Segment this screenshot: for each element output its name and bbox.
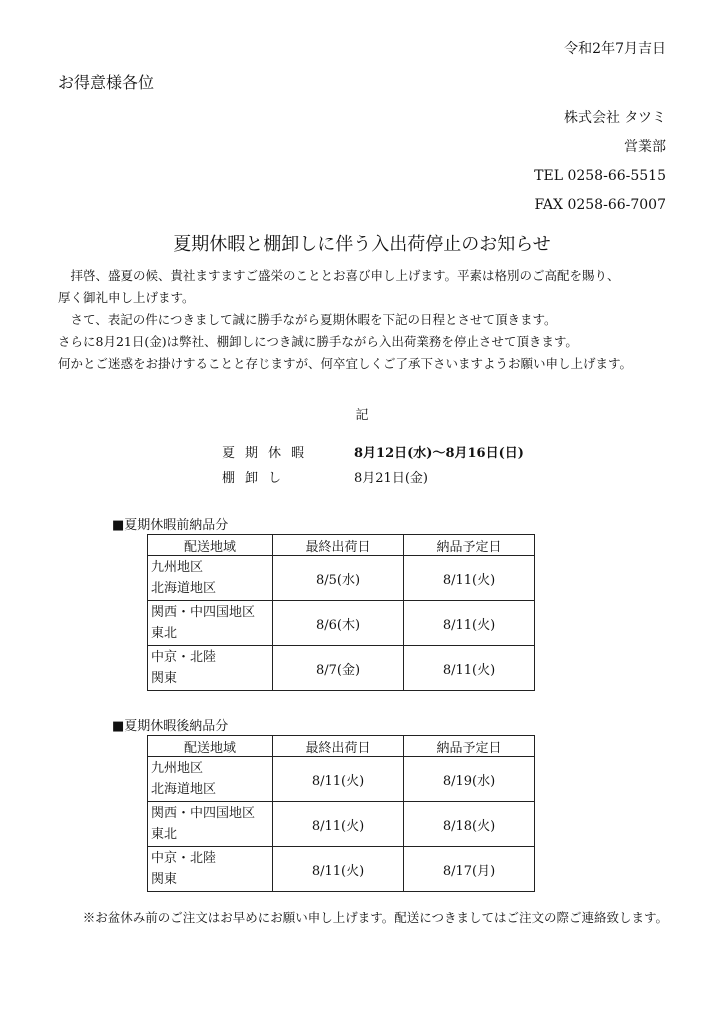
ship-date-cell: 8/5(水) bbox=[273, 556, 404, 601]
region-line: 九州地区 bbox=[151, 560, 204, 575]
schedule-label: 夏期休暇 bbox=[222, 446, 315, 461]
region-line: 関東 bbox=[151, 671, 178, 686]
header-region: 配送地域 bbox=[148, 736, 273, 757]
before-delivery-table bbox=[147, 534, 535, 691]
region-cell bbox=[148, 601, 273, 646]
region-cell bbox=[148, 802, 273, 847]
ship-date-cell: 8/7(金) bbox=[273, 646, 404, 691]
letter-date: 令和2年7月吉日 bbox=[564, 41, 666, 57]
ki-marker: 記 bbox=[355, 408, 369, 423]
notice-title: 夏期休暇と棚卸しに伴う入出荷停止のお知らせ bbox=[173, 234, 551, 255]
region-line: 関西・中四国地区 bbox=[151, 605, 256, 620]
table-row bbox=[148, 802, 535, 847]
footer-note: ※お盆休み前のご注文はお早めにお願い申し上げます。配送につきましてはご注文の際ご連絡致します。 bbox=[82, 910, 668, 925]
region-line: 東北 bbox=[151, 827, 178, 842]
addressee: お得意様各位 bbox=[58, 73, 155, 92]
region-cell bbox=[148, 646, 273, 691]
region-line: 北海道地区 bbox=[151, 782, 217, 797]
schedule-row-inventory bbox=[222, 466, 524, 491]
ship-date-cell: 8/6(木) bbox=[273, 601, 404, 646]
sender-block bbox=[534, 104, 666, 220]
delivery-date-cell: 8/17(月) bbox=[404, 847, 535, 892]
table-row bbox=[148, 601, 535, 646]
header-ship-date: 最終出荷日 bbox=[273, 736, 404, 757]
table-row bbox=[148, 646, 535, 691]
delivery-date-cell: 8/11(火) bbox=[404, 646, 535, 691]
region-line: 関東 bbox=[151, 872, 178, 887]
header-delivery-date: 納品予定日 bbox=[404, 736, 535, 757]
header-delivery-date: 納品予定日 bbox=[404, 535, 535, 556]
sender-tel: TEL 0258-66-5515 bbox=[534, 168, 666, 184]
region-line: 中京・北陸 bbox=[151, 851, 217, 866]
after-delivery-table bbox=[147, 735, 535, 892]
sender-company: 株式会社 タツミ bbox=[563, 110, 666, 126]
ship-date-cell: 8/11(火) bbox=[273, 757, 404, 802]
region-cell bbox=[148, 757, 273, 802]
header-region: 配送地域 bbox=[148, 535, 273, 556]
schedule-label: 棚卸し bbox=[222, 471, 292, 486]
ship-date-cell: 8/11(火) bbox=[273, 802, 404, 847]
region-cell bbox=[148, 847, 273, 892]
body-line: 拝啓、盛夏の候、貴社ますますご盛栄のこととお喜び申し上げます。平素は格別のご高配を賜り、 bbox=[58, 268, 620, 283]
schedule-value: 8月21日(金) bbox=[354, 471, 428, 486]
region-line: 九州地区 bbox=[151, 761, 204, 776]
body-line: さて、表記の件につきまして誠に勝手ながら夏期休暇を下記の日程とさせて頂きます。 bbox=[58, 312, 557, 327]
schedule-row-vacation bbox=[222, 441, 524, 466]
table-row bbox=[148, 847, 535, 892]
header-ship-date: 最終出荷日 bbox=[273, 535, 404, 556]
delivery-date-cell: 8/19(水) bbox=[404, 757, 535, 802]
body-line: 何かとご迷惑をお掛けすることと存じますが、何卒宜しくご了承下さいますようお願い申し上げます。 bbox=[58, 356, 633, 371]
region-cell bbox=[148, 556, 273, 601]
region-line: 北海道地区 bbox=[151, 581, 217, 596]
table-header-row bbox=[148, 736, 535, 757]
region-line: 東北 bbox=[151, 626, 178, 641]
table-header-row bbox=[148, 535, 535, 556]
schedule-value: 8月12日(水)～8月16日(日) bbox=[354, 446, 524, 461]
before-section-heading: ■夏期休暇前納品分 bbox=[112, 518, 229, 533]
table-row bbox=[148, 757, 535, 802]
after-section-heading: ■夏期休暇後納品分 bbox=[112, 719, 229, 734]
delivery-date-cell: 8/11(火) bbox=[404, 556, 535, 601]
ship-date-cell: 8/11(火) bbox=[273, 847, 404, 892]
table-row bbox=[148, 556, 535, 601]
region-line: 関西・中四国地区 bbox=[151, 806, 256, 821]
body-text bbox=[58, 265, 678, 375]
region-line: 中京・北陸 bbox=[151, 650, 217, 665]
delivery-date-cell: 8/18(火) bbox=[404, 802, 535, 847]
body-line: さらに8月21日(金)は弊社、棚卸しにつき誠に勝手ながら入出荷業務を停止させて頂きます。 bbox=[58, 334, 578, 349]
schedule-block bbox=[222, 441, 524, 491]
delivery-date-cell: 8/11(火) bbox=[404, 601, 535, 646]
sender-department: 営業部 bbox=[624, 139, 666, 155]
body-line: 厚く御礼申し上げます。 bbox=[58, 290, 195, 305]
sender-fax: FAX 0258-66-7007 bbox=[534, 197, 666, 213]
